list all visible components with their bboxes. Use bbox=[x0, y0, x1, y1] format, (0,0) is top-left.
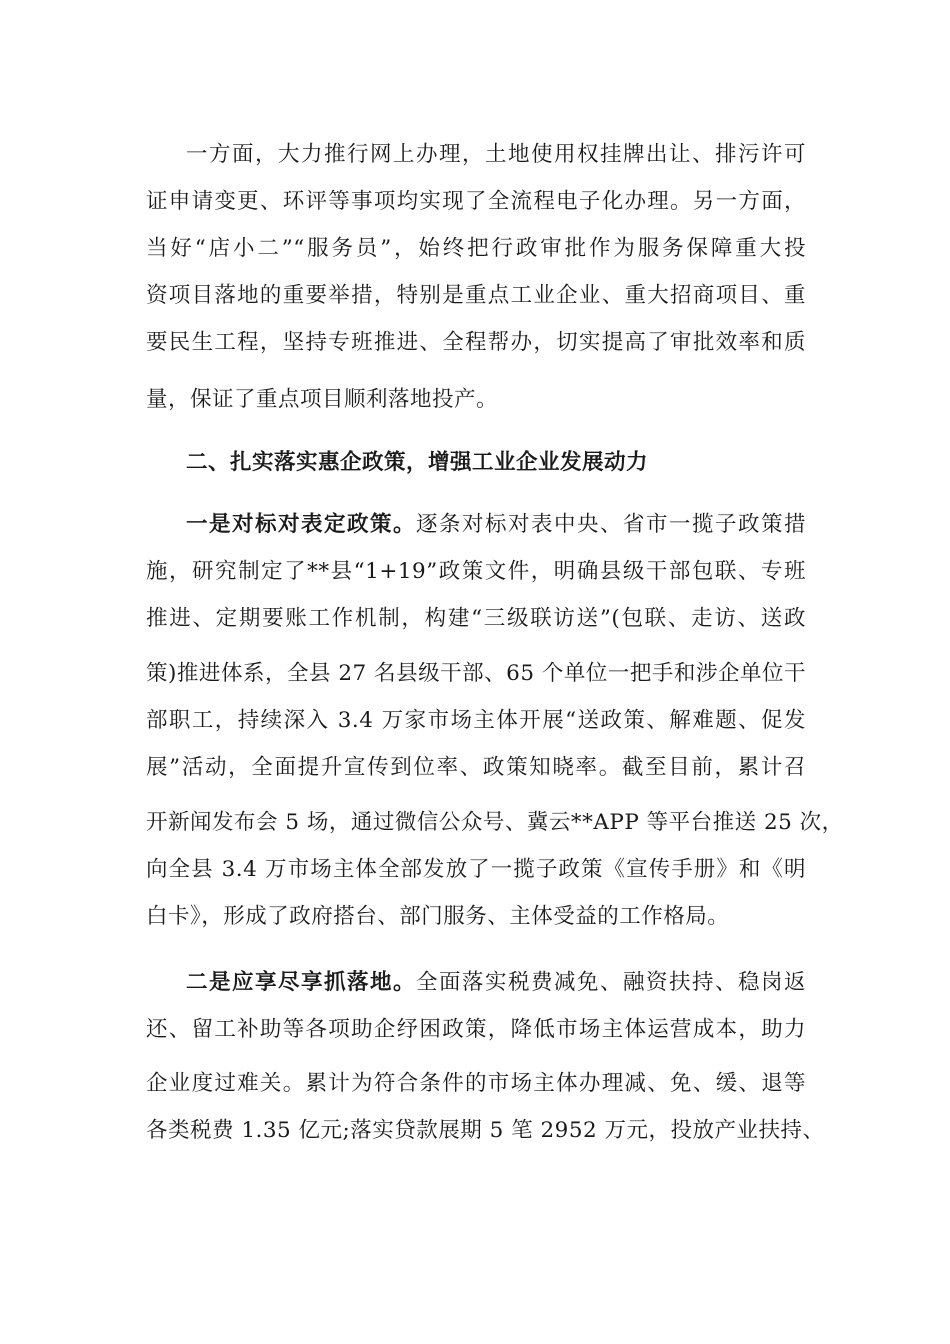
paragraph2-line-9: 白卡》，形成了政府搭台、部门服务、主体受益的工作格局。 bbox=[146, 904, 730, 929]
paragraph2-line-8: 向全县 3.4 万市场主体全部发放了一揽子政策《宣传手册》和《明 bbox=[146, 857, 806, 882]
paragraph2-line-3: 推进、定期要账工作机制，构建“三级联访送”(包联、走访、送政 bbox=[146, 606, 806, 631]
paragraph3-line-1 bbox=[186, 968, 806, 998]
paragraph1-line-1: 一方面，大力推行网上办理，土地使用权挂牌出让、排污许可 bbox=[186, 142, 806, 167]
paragraph2-line-2: 施，研究制定了**县“1+19”政策文件，明确县级干部包联、专班 bbox=[146, 559, 806, 584]
paragraph2-line-6: 展”活动，全面提升宣传到位率、政策知晓率。截至目前，累计召 bbox=[146, 755, 806, 780]
paragraph3-line-2: 还、留工补助等各项助企纾困政策，降低市场主体运营成本，助力 bbox=[146, 1017, 806, 1042]
paragraph1-line-5: 要民生工程，坚持专班推进、全程帮办，切实提高了审批效率和质 bbox=[146, 330, 806, 355]
paragraph2-line-1 bbox=[186, 510, 806, 540]
paragraph2-line-5: 部职工，持续深入 3.4 万家市场主体开展“送政策、解难题、促发 bbox=[146, 708, 806, 733]
paragraph3-line-3: 企业度过难关。累计为符合条件的市场主体办理减、免、缓、退等 bbox=[146, 1071, 806, 1096]
paragraph2-line-7: 开新闻发布会 5 场，通过微信公众号、冀云**APP 等平台推送 25 次， bbox=[146, 810, 844, 835]
paragraph1-line-2: 证申请变更、环评等事项均实现了全流程电子化办理。另一方面， bbox=[146, 189, 806, 214]
paragraph2-line-4: 策)推进体系，全县 27 名县级干部、65 个单位一把手和涉企单位干 bbox=[146, 661, 806, 686]
paragraph1-line-3: 当好“店小二”“服务员”，始终把行政审批作为服务保障重大投 bbox=[146, 236, 806, 261]
section-heading-2: 二、扎实落实惠企政策，增强工业企业发展动力 bbox=[186, 450, 649, 475]
paragraph2-lead: 一是对标对表定政策。 bbox=[186, 512, 416, 537]
paragraph2-first-rest: 逐条对标对表中央、省市一揽子政策措 bbox=[416, 512, 806, 537]
paragraph3-lead: 二是应享尽享抓落地。 bbox=[186, 970, 416, 995]
paragraph1-line-6: 量，保证了重点项目顺利落地投产。 bbox=[146, 387, 499, 412]
paragraph1-line-4: 资项目落地的重要举措，特别是重点工业企业、重大招商项目、重 bbox=[146, 283, 806, 308]
paragraph3-line-4: 各类税费 1.35 亿元;落实贷款展期 5 笔 2952 万元，投放产业扶持、 bbox=[146, 1118, 825, 1143]
paragraph3-first-rest: 全面落实税费减免、融资扶持、稳岗返 bbox=[416, 970, 806, 995]
